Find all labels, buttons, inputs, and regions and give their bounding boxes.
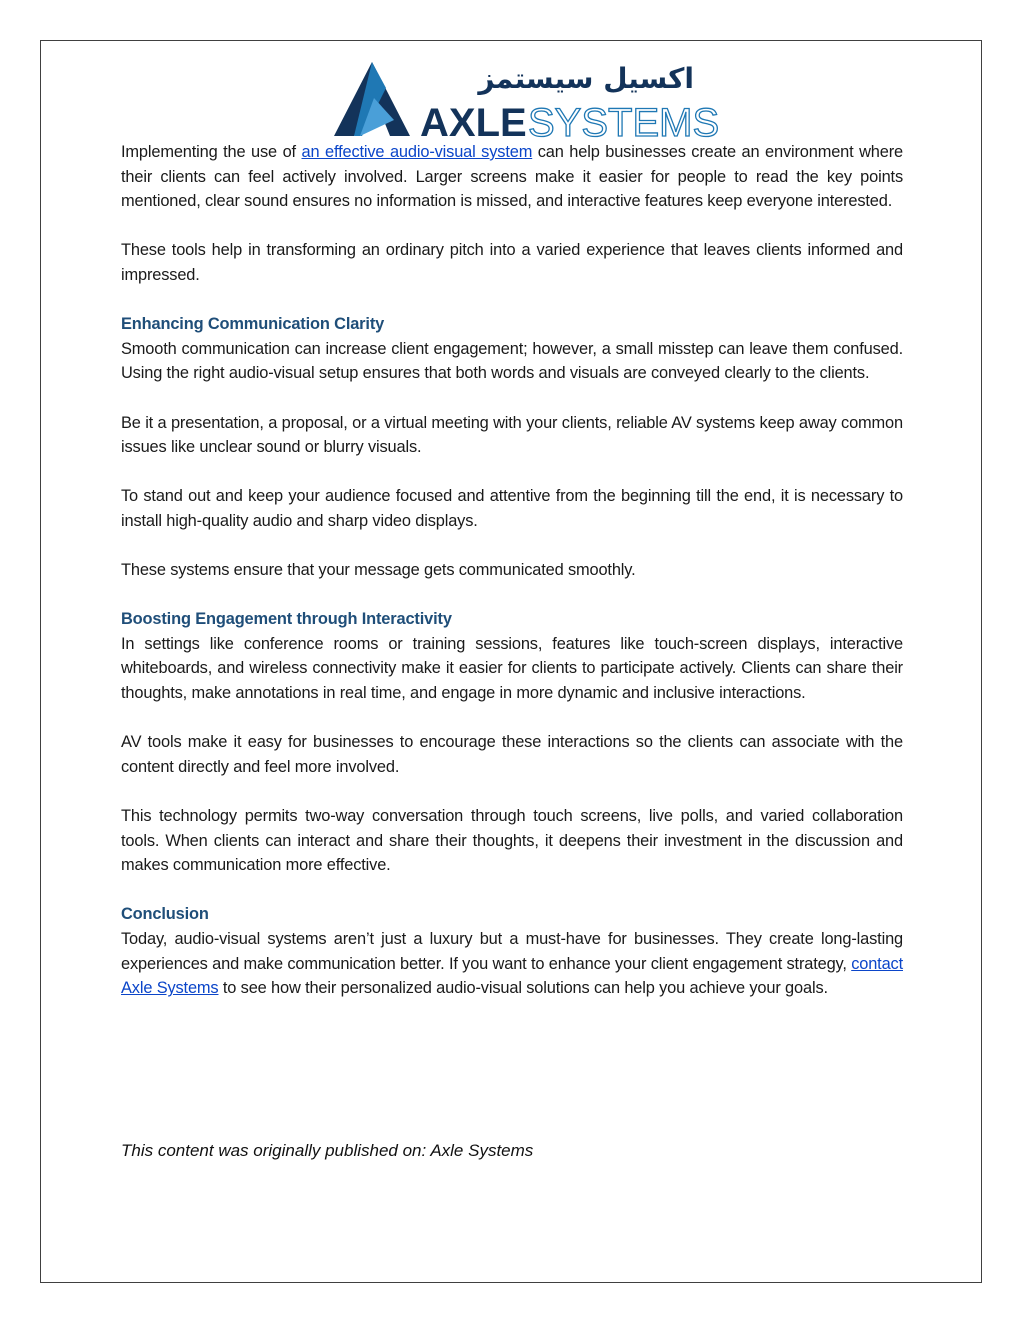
logo-arabic-text: اكسيل سيستمز	[478, 62, 694, 95]
conclusion-paragraph	[121, 927, 903, 1001]
logo-systems-text: SYSTEMS	[528, 101, 720, 145]
paragraph-8: AV tools make it easy for businesses to encourage these interactions so the clients can associate with the content directly and feel more involved.	[121, 733, 903, 776]
intro-paragraph	[121, 140, 903, 214]
paragraph-3: Smooth communication can increase client engagement; however, a small misstep can leave them confused. Using the right audio-visual setup ensures that both words and visuals are conveyed clearly to the clients.	[121, 339, 903, 383]
heading-engagement-interactivity: Boosting Engagement through Interactivity	[121, 610, 452, 629]
paragraph-2: These tools help in transforming an ordinary pitch into a varied experience that leaves clients informed and impressed.	[121, 241, 903, 284]
audio-visual-system-link[interactable]: an effective audio-visual system	[301, 143, 533, 161]
article-body	[121, 140, 903, 1001]
axle-systems-logo	[332, 58, 720, 145]
paragraph-5: To stand out and keep your audience focused and attentive from the beginning till the end, it is necessary to install high-quality audio and sharp video displays.	[121, 487, 903, 530]
heading-communication-clarity: Enhancing Communication Clarity	[121, 315, 385, 334]
contact-axle-systems-link[interactable]: contact Axle Systems	[121, 954, 903, 998]
intro-text-end: can help businesses create an environment where their clients can feel actively involved. Larger screens make it easier for people to read the key points mentioned, clear sound ensures no information is missed, and interactive features keep everyone interested.	[121, 143, 904, 211]
conclusion-text-end: to see how their personalized audio-visual solutions can help you achieve your goals.	[218, 979, 828, 998]
paragraph-9: This technology permits two-way conversation through touch screens, live polls, and varied collaboration tools. When clients can interact and share their thoughts, it deepens their investment in the discussion and makes communication more effective.	[121, 807, 903, 875]
heading-conclusion: Conclusion	[121, 905, 209, 924]
logo-axle-text: AXLE	[420, 101, 527, 145]
intro-text-start: Implementing the use of	[121, 143, 302, 161]
conclusion-text-start: Today, audio-visual systems aren’t just a luxury but a must-have for businesses. They create long-lasting experiences and make communication better. If you want to enhance your client engagement strategy,	[121, 930, 903, 973]
publication-note: This content was originally published on: Axle Systems	[121, 1141, 534, 1160]
paragraph-4: Be it a presentation, a proposal, or a virtual meeting with your clients, reliable AV systems keep away common issues like unclear sound or blurry visuals.	[121, 413, 903, 457]
paragraph-7: In settings like conference rooms or training sessions, features like touch-screen displays, interactive whiteboards, and wireless connectivity make it easier for clients to participate actively. Clients can share their thoughts, make annotations in real time, and engage in more dynamic and inclusive interactions.	[121, 634, 903, 703]
paragraph-6: These systems ensure that your message gets communicated smoothly.	[121, 561, 636, 580]
